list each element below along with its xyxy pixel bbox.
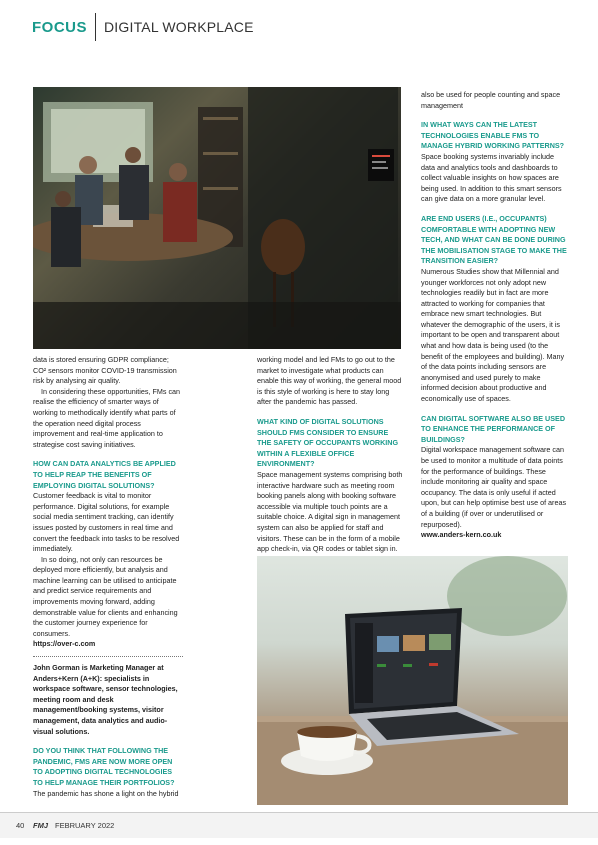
paragraph: The pandemic has shone a light on the hybrid xyxy=(33,788,179,798)
paragraph: Digital workspace management software can be used to monitor a multitude of data points for the performance of buildings. These include monitoring air quality and space occupancy. The data is only useful if acted upon, but can help optimise best use of areas of a building (if over or underutilised or repurposed). xyxy=(421,445,567,529)
paragraph: Numerous Studies show that Millennial and younger workforces not only adopt new technologies readily but in fact are more attracted to working for companies that embrace new smart technologies. But whatever the demographic of the users, it is important to be open and transparent about what and how data is being used (to the benefit of the employees and building). Many of the data points including sensors are anonymised and used purely to make informed decision about productive and economically use of spaces. xyxy=(421,266,565,404)
paragraph: In so doing, not only can resources be deployed more efficiently, but analysis and machine learning can be utilised to anticipate and predict service requirements and improvements moving forward, adding demonstrable value for clients and enhancing the customer journey experience for consumers. xyxy=(33,554,178,638)
header-divider xyxy=(95,13,96,41)
page-footer xyxy=(0,812,598,838)
source-link[interactable]: https://over-c.com xyxy=(33,639,96,649)
question-heading: HOW CAN DATA ANALYTICS BE APPLIED TO HELP REAP THE BENEFITS OF EMPLOYING DIGITAL SOLUTIONS? xyxy=(33,459,176,490)
magazine-logo: FMJ xyxy=(33,821,48,830)
laptop-photo xyxy=(257,556,568,805)
paragraph: data is stored ensuring GDPR compliance; CO² sensors monitor COVID-19 transmission risk by analysing air quality. xyxy=(33,355,177,386)
paragraph: also be used for people counting and space management xyxy=(421,90,561,110)
focus-label: FOCUS xyxy=(32,18,87,36)
question-heading: IN WHAT WAYS CAN THE LATEST TECHNOLOGIES ENABLE FMS TO MANAGE HYBRID WORKING PATTERNS? xyxy=(421,120,565,151)
text-column-2 xyxy=(257,355,403,576)
question-heading: WHAT KIND OF DIGITAL SOLUTIONS SHOULD FMS CONSIDER TO ENSURE THE SAFETY OF OCCUPANTS WORKING WITHIN A FLEXIBLE OFFICE ENVIRONMENT? xyxy=(257,416,399,469)
question-heading: CAN DIGITAL SOFTWARE ALSO BE USED TO ENHANCE THE PERFORMANCE OF BUILDINGS? xyxy=(421,413,566,444)
office-meeting-illustration xyxy=(33,87,401,349)
issue-date: FEBRUARY 2022 xyxy=(55,821,115,830)
dotted-divider xyxy=(33,656,183,657)
office-meeting-photo xyxy=(33,87,401,349)
page-number: 40 xyxy=(16,821,25,830)
author-bio: John Gorman is Marketing Manager at Anders+Kern (A+K): specialists in workspace software, sensor technologies, meeting room and desk management/booking systems, visitor management, data analytics and audio-visual solutions. xyxy=(33,663,178,736)
paragraph: Space booking systems invariably include data and analytics tools and dashboards to collect valuable insights on how spaces are being used. In addition to this smart sensors can give data on a more granular level. xyxy=(421,151,562,204)
paragraph: working model and led FMs to go out to the market to investigate what products can enable this way of working, the general mood is this style of working is here to stay long after the pandemic has passed. xyxy=(257,355,402,407)
laptop-illustration xyxy=(257,556,568,805)
text-column-3 xyxy=(421,90,569,541)
question-heading: DO YOU THINK THAT FOLLOWING THE PANDEMIC, FMS ARE NOW MORE OPEN TO ADOPTING DIGITAL TECHNOLOGIES TO HELP MANAGE THEIR PORTFOLIOS? xyxy=(33,746,175,787)
page-header xyxy=(32,10,254,44)
section-title: DIGITAL WORKPLACE xyxy=(104,19,254,35)
text-column-1 xyxy=(33,355,183,799)
paragraph: Space management systems comprising both interactive hardware such as meeting room booking panels along with booking software accessible via multiple touch points are a suitable choice. A digital sign in management system can also be applied for staff and visitors. These can be in the form of a mobile app check-in, via QR codes or tablet sign in. xyxy=(257,469,403,554)
paragraph: In considering these opportunities, FMs can realise the efficiency of smarter ways of working to methodically identify what parts of the operation need digital process improvement and real-time application to strategise cost saving initiatives. xyxy=(33,386,181,449)
question-heading: ARE END USERS (I.E., OCCUPANTS) COMFORTABLE WITH ADOPTING NEW TECH, AND WHAT CAN BE DONE DURING THE MOBILISATION STAGE TO MAKE THE TRANSITION EASIER? xyxy=(421,213,567,266)
source-link[interactable]: www.anders-kern.co.uk xyxy=(421,530,502,540)
paragraph: Customer feedback is vital to monitor performance. Digital solutions, for example social media sentiment tracking, can identify issues posted by customers in real time and convert the feedback into tasks to be resolved immediately. xyxy=(33,491,180,554)
